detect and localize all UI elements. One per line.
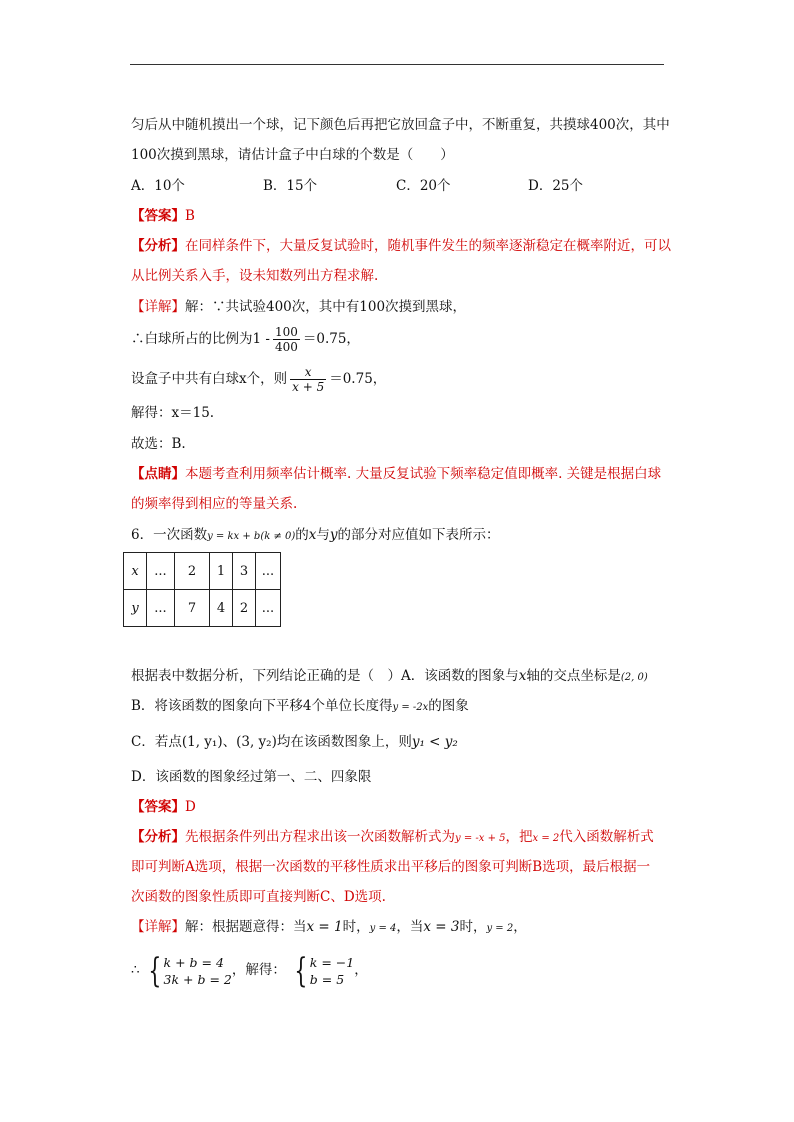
equation: 3k + b = 2 [163,971,232,987]
q6-analysis-line2: 即可判断A选项，根据一次函数的平移性质求出平移后的图象可判断B选项，最后根据一 [131,859,651,875]
left-brace: { [294,950,308,991]
question-text: 轴的交点坐标是 [526,668,621,684]
table-cell: 2 [175,553,210,590]
stem-text: 与 [316,527,330,543]
detail-text: 解：∵共试验400次，其中有100次摸到黑球， [185,299,467,315]
detail-tag: 【详解】 [131,919,185,935]
answer-value: D [185,799,196,815]
q6-option-d: D．该函数的图象经过第一、二、四象限 [131,769,372,785]
equation: b = 5 [309,971,345,987]
formula: y = kx + b(k ≠ 0) [207,531,296,542]
detail-text: 解：根据题意得：当 [185,919,307,935]
q6-analysis-line1 [131,828,654,848]
formula: x = 3 [423,919,460,935]
q5-stem-line2: 100次摸到黑球，请估计盒子中白球的个数是（ ） [131,147,454,163]
q5-analysis-line2: 从比例关系入手，设未知数列出方程求解. [131,268,379,284]
fraction-numerator: x [304,365,312,379]
detail-text: ∴白球所占的比例为1 - [131,331,270,347]
q5-detail-line2 [131,324,360,354]
q5-detail-line4: 解得：x＝15. [131,405,215,421]
detail-text: 设盒子中共有白球x个，则 [131,371,288,387]
variable: x [308,527,317,543]
answer-tag: 【答案】 [131,799,185,815]
q6-answer [131,798,196,816]
table-cell: ... [147,590,175,627]
q6-question-optA [131,667,648,687]
q6-option-b [131,697,469,717]
table-cell: 2 [233,590,256,627]
table-cell: y [124,590,147,627]
q5-option-c: C．20个 [396,178,451,194]
formula: x = 2 [532,833,560,844]
option-text: B．将该函数的图象向下平移4个单位长度得 [131,698,393,714]
fraction [290,365,326,394]
stem-text: 6．一次函数 [131,527,208,543]
answer-value: B [185,208,195,224]
formula: y = -x + 5 [455,833,506,844]
analysis-text: 代入函数解析式 [559,829,654,845]
table-cell: ... [256,590,281,627]
q6-option-c [131,733,458,751]
equation: k + b = 4 [163,954,224,970]
detail-text: ，解得： [231,962,286,978]
table-cell: 7 [175,590,210,627]
stem-text: 的 [295,527,309,543]
table-cell: ... [147,553,175,590]
table-cell: 3 [233,553,256,590]
table-cell: ... [256,553,281,590]
option-text: 均在该函数图象上，则 [276,734,412,750]
question-text: 根据表中数据分析，下列结论正确的是（ ）A．该函数的图象与 [131,668,519,684]
q5-comment-line2: 的频率得到相应的等量关系. [131,496,298,512]
detail-text: ，当 [396,919,424,935]
variable: x [518,668,527,684]
table-cell: x [124,553,147,590]
q6-stem [131,526,500,546]
fraction-denominator: x + 5 [292,380,325,394]
detail-text: ， [513,919,527,935]
detail-text: ， [354,962,368,978]
detail-text: ＝0.75， [329,371,387,387]
detail-tag: 【详解】 [131,299,185,315]
answer-tag: 【答案】 [131,208,185,224]
q6-detail-line1 [131,918,527,938]
analysis-tag: 【分析】 [131,238,185,254]
header-rule [130,64,664,65]
system-rows [310,954,354,988]
solution-system [290,950,355,991]
table-row [124,553,281,590]
analysis-tag: 【分析】 [131,829,185,845]
q6-analysis-line3: 次函数的图象性质即可直接判断C、D选项. [131,889,386,905]
q5-option-a: A．10个 [131,178,185,194]
equation-system [144,950,232,991]
variable: y [329,527,338,543]
table-row [124,590,281,627]
q6-equation-systems [131,950,368,990]
q5-detail-line3 [131,364,386,394]
q5-detail-line5: 故选：B. [131,436,186,452]
q5-option-d: D．25个 [528,178,584,194]
formula: x = 1 [306,919,343,935]
formula: y = -2x [392,702,429,713]
stem-text: 的部分对应值如下表所示： [337,527,500,543]
therefore-symbol: ∴ [131,962,140,978]
fraction [273,325,300,354]
q5-option-b: B．15个 [263,178,318,194]
q5-comment-line1 [131,465,661,483]
q5-analysis-line1 [131,237,671,255]
formula: y = 4 [369,923,397,934]
q5-stem-line1: 匀后从中随机摸出一个球，记下颜色后再把它放回盒子中，不断重复，共摸球400次，其中 [131,117,670,133]
detail-text: 时， [459,919,487,935]
q5-answer [131,207,195,225]
equation: k = −1 [309,954,355,970]
detail-text: 时， [342,919,370,935]
detail-text: ＝0.75， [302,331,360,347]
comment-tag: 【点睛】 [131,466,185,482]
formula: (2, 0) [620,672,648,683]
formula: (1, y₁)、(3, y₂) [181,734,277,750]
formula: y = 2 [486,923,514,934]
analysis-text: 在同样条件下，大量反复试验时，随机事件发生的频率逐渐稳定在概率附近，可以 [185,238,671,254]
fraction-denominator: 400 [274,340,298,354]
system-rows [164,954,232,988]
comment-text: 本题考查利用频率估计概率. 大量反复试验下频率稳定值即概率. 关键是根据白球 [185,466,662,482]
q5-detail-line1 [131,298,466,316]
option-text: C．若点 [131,734,182,750]
formula: y₁ < y₂ [411,734,458,750]
left-brace: { [148,950,162,991]
q5-options [131,177,591,195]
analysis-text: 先根据条件列出方程求出该一次函数解析式为 [185,829,455,845]
analysis-text: ，把 [505,829,533,845]
option-text: 的图象 [428,698,469,714]
table-cell: 4 [210,590,233,627]
value-table [123,552,281,627]
fraction-numerator: 100 [274,325,298,339]
table-cell: 1 [210,553,233,590]
